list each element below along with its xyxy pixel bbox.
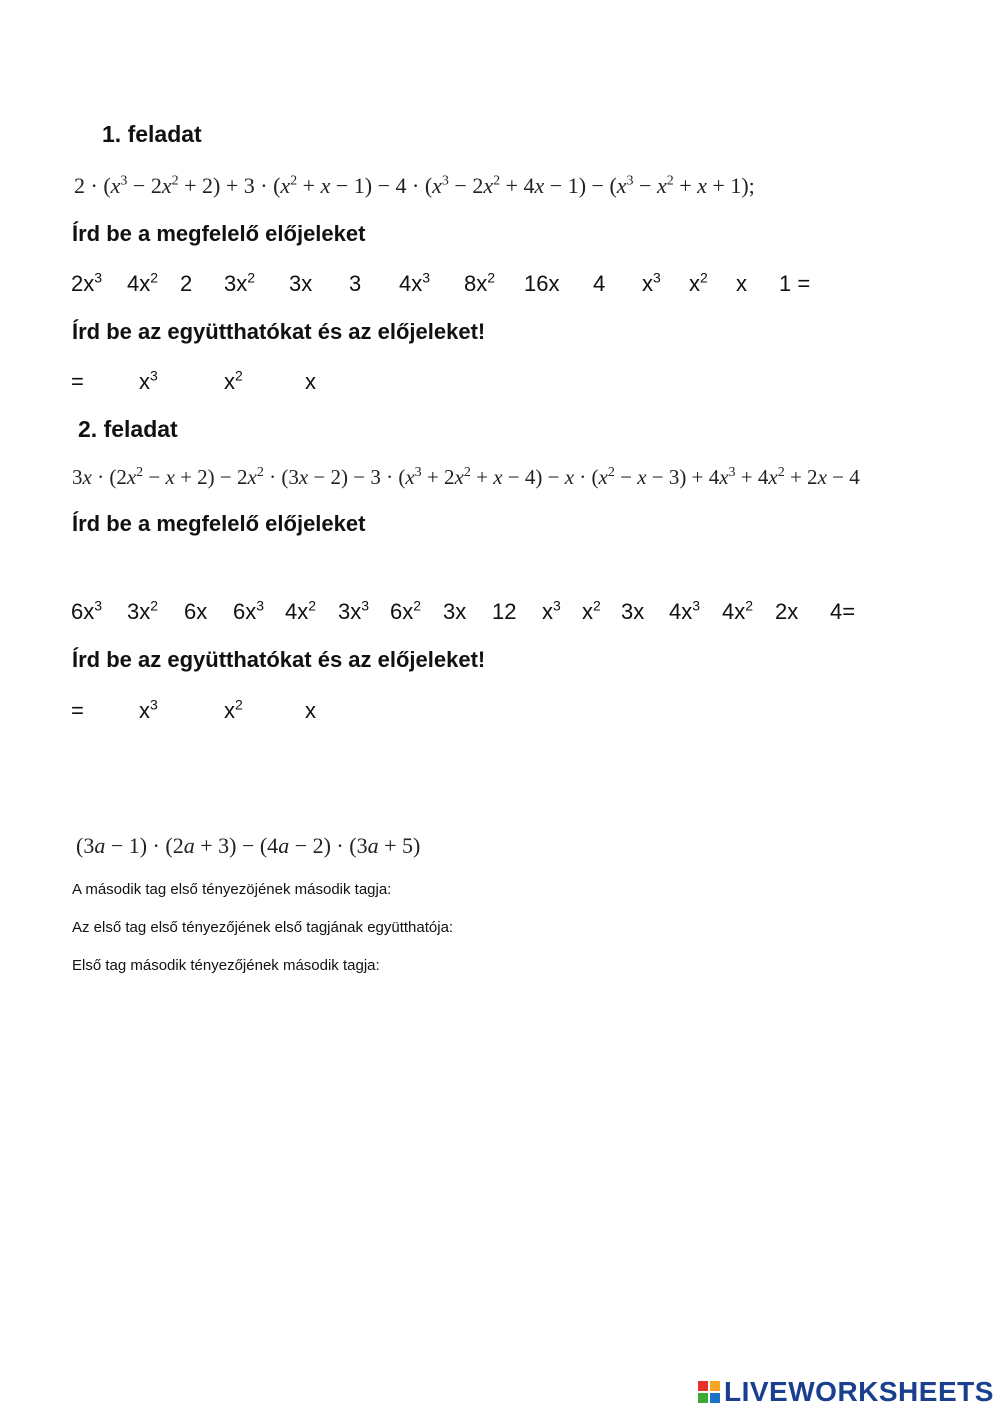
formula-part: 2 xyxy=(493,173,501,189)
formula-part: − xyxy=(143,465,166,489)
formula-part: + 2 xyxy=(421,465,455,489)
term xyxy=(621,599,644,625)
term-exponent: 3 xyxy=(150,696,158,713)
formula-part: · (2 xyxy=(91,465,127,489)
formula-part: x xyxy=(564,465,575,489)
term-exponent: 2 xyxy=(700,269,708,286)
formula-part: a xyxy=(367,833,379,858)
task1-instruction-signs: Írd be a megfelelő előjeleket xyxy=(72,221,366,246)
term-base: x xyxy=(689,271,700,296)
formula-part: − 1) − ( xyxy=(544,173,617,198)
term-base: 3x xyxy=(289,271,313,296)
term-base: 3x xyxy=(621,599,645,624)
formula-part: 3 xyxy=(120,173,128,189)
formula-part: x xyxy=(719,465,729,489)
term-base: 2 xyxy=(180,271,193,296)
term-base: 3x xyxy=(127,599,151,624)
term xyxy=(285,599,316,625)
term-base: 3 xyxy=(349,271,362,296)
term-base: 1 = xyxy=(779,271,811,296)
term-base: = xyxy=(71,369,84,394)
term-base: 4x xyxy=(285,599,309,624)
term xyxy=(524,271,559,297)
term xyxy=(390,599,421,625)
formula-part: x xyxy=(817,465,827,489)
formula-part: 2 xyxy=(666,173,674,189)
formula-part: x xyxy=(320,173,331,198)
term xyxy=(71,271,102,297)
term-exponent: 2 xyxy=(150,269,159,286)
term xyxy=(127,271,158,297)
task3-question-1: A második tag első tényezöjének második tagja: xyxy=(72,881,392,898)
term-base: 6x xyxy=(184,599,208,624)
task2-heading: 2. feladat xyxy=(78,416,178,442)
term-base: x xyxy=(139,698,150,723)
term xyxy=(184,599,207,625)
term xyxy=(71,698,84,724)
term xyxy=(224,369,243,395)
term-base: x xyxy=(139,369,150,394)
term xyxy=(830,599,855,625)
term-base: 4= xyxy=(830,599,856,624)
logo-square xyxy=(698,1381,708,1391)
term-base: x xyxy=(224,369,235,394)
formula-part: 2 xyxy=(256,465,264,480)
formula-part: · (3 xyxy=(263,465,299,489)
formula-part: x xyxy=(82,465,92,489)
term xyxy=(180,271,192,297)
term-base: 4x xyxy=(722,599,746,624)
task3-formula xyxy=(76,833,420,859)
term xyxy=(224,271,255,297)
term xyxy=(593,271,605,297)
formula-part: − 3) + 4 xyxy=(646,465,720,489)
term xyxy=(736,271,747,297)
formula-part: x xyxy=(637,465,647,489)
formula-part: 2 · ( xyxy=(74,173,111,198)
formula-part: + 2) + 3 · ( xyxy=(178,173,281,198)
term-base: 4x xyxy=(127,271,151,296)
formula-part: a xyxy=(278,833,290,858)
task1-instruction-coeffs: Írd be az együtthatókat és az előjeleket! xyxy=(72,319,486,344)
task1-formula xyxy=(74,173,755,199)
term xyxy=(305,369,316,395)
term-base: x xyxy=(582,599,593,624)
formula-part: x xyxy=(126,465,137,489)
term-exponent: 2 xyxy=(593,597,601,614)
formula-part: 2 xyxy=(171,173,179,189)
term-base: = xyxy=(71,698,84,723)
formula-part: x xyxy=(616,173,627,198)
task1-heading: 1. feladat xyxy=(102,121,202,147)
formula-part: 2 xyxy=(463,465,471,480)
formula-part: x xyxy=(454,465,464,489)
formula-part: − 2) · (3 xyxy=(289,833,368,858)
term xyxy=(542,599,561,625)
term-exponent: 2 xyxy=(235,696,243,713)
liveworksheets-logo[interactable] xyxy=(698,1376,994,1408)
term xyxy=(722,599,753,625)
formula-part: x xyxy=(768,465,778,489)
formula-part: − xyxy=(633,173,657,198)
formula-part: 2 xyxy=(777,465,785,480)
formula-part: x xyxy=(483,173,494,198)
term xyxy=(669,599,700,625)
formula-part: x xyxy=(247,465,257,489)
logo-icon xyxy=(698,1381,720,1403)
formula-part: − 2 xyxy=(127,173,162,198)
formula-part: + xyxy=(470,465,494,489)
formula-part: x xyxy=(656,173,667,198)
term-base: 6x xyxy=(390,599,414,624)
term xyxy=(224,698,243,724)
formula-part: − 1) − 4 · ( xyxy=(330,173,433,198)
term-base: 6x xyxy=(233,599,257,624)
term xyxy=(289,271,312,297)
formula-part: x xyxy=(405,465,415,489)
formula-part: (3 xyxy=(76,833,95,858)
formula-part: 3 xyxy=(441,173,449,189)
term-base: 6x xyxy=(71,599,95,624)
term-base: 4 xyxy=(593,271,606,296)
term-exponent: 2 xyxy=(235,367,243,384)
formula-part: − 2) − 3 · ( xyxy=(308,465,406,489)
term xyxy=(139,369,158,395)
term xyxy=(139,698,158,724)
formula-part: a xyxy=(183,833,195,858)
formula-part: x xyxy=(110,173,121,198)
formula-part: − 2 xyxy=(448,173,484,198)
term-exponent: 3 xyxy=(94,269,103,286)
term-exponent: 3 xyxy=(422,269,431,286)
term-exponent: 3 xyxy=(361,597,370,614)
formula-part: + 1); xyxy=(706,173,755,198)
term-base: 2x xyxy=(71,271,95,296)
term xyxy=(233,599,264,625)
term xyxy=(775,599,798,625)
formula-part: 3 xyxy=(414,465,422,480)
formula-part: − 1) · (2 xyxy=(105,833,184,858)
term-exponent: 3 xyxy=(94,597,103,614)
term-base: x xyxy=(305,369,316,394)
term xyxy=(399,271,430,297)
formula-part: − 4) − xyxy=(502,465,565,489)
term xyxy=(338,599,369,625)
term-exponent: 3 xyxy=(692,597,701,614)
logo-square xyxy=(710,1381,720,1391)
term-base: 3x xyxy=(443,599,467,624)
term-exponent: 3 xyxy=(256,597,265,614)
term-base: x xyxy=(224,698,235,723)
formula-part: 3 xyxy=(728,465,736,480)
term-exponent: 2 xyxy=(487,269,496,286)
term xyxy=(71,369,84,395)
term-base: 4x xyxy=(399,271,423,296)
term-exponent: 3 xyxy=(150,367,158,384)
formula-part: x xyxy=(165,465,175,489)
formula-part: x xyxy=(534,173,545,198)
formula-part: x xyxy=(280,173,291,198)
formula-part: + 5) xyxy=(378,833,421,858)
task3-question-3: Első tag második tényezőjének második tagja: xyxy=(72,957,380,974)
term-base: 3x xyxy=(224,271,248,296)
term-base: x xyxy=(736,271,747,296)
formula-part: − xyxy=(614,465,638,489)
logo-square xyxy=(698,1393,708,1403)
formula-part: + 4 xyxy=(735,465,769,489)
formula-part: + 4 xyxy=(500,173,535,198)
term-exponent: 2 xyxy=(308,597,317,614)
formula-part: 3 xyxy=(626,173,634,189)
term-exponent: 3 xyxy=(553,597,561,614)
formula-part: x xyxy=(598,465,608,489)
formula-part: 2 xyxy=(136,465,144,480)
term xyxy=(492,599,516,625)
term-base: 16x xyxy=(524,271,560,296)
formula-part: x xyxy=(298,465,309,489)
term xyxy=(71,599,102,625)
term-exponent: 2 xyxy=(413,597,422,614)
logo-text: LIVEWORKSHEETS xyxy=(724,1376,994,1407)
logo-square xyxy=(710,1393,720,1403)
formula-part: 3 xyxy=(72,465,83,489)
formula-part: 2 xyxy=(607,465,615,480)
formula-part: a xyxy=(94,833,106,858)
term xyxy=(127,599,158,625)
formula-part: x xyxy=(161,173,172,198)
term-base: x xyxy=(642,271,653,296)
term xyxy=(305,698,316,724)
formula-part: + 3) − (4 xyxy=(194,833,279,858)
formula-part: − 4 xyxy=(826,465,860,489)
formula-part: + xyxy=(673,173,698,198)
term xyxy=(443,599,466,625)
term-exponent: 2 xyxy=(150,597,159,614)
formula-part: x xyxy=(697,173,707,198)
term-base: 3x xyxy=(338,599,362,624)
term xyxy=(582,599,601,625)
term-base: 2x xyxy=(775,599,799,624)
task2-instruction-coeffs: Írd be az együtthatókat és az előjeleket! xyxy=(72,647,486,672)
formula-part: · ( xyxy=(574,465,599,489)
term-exponent: 2 xyxy=(247,269,256,286)
formula-part: + 2) − 2 xyxy=(174,465,248,489)
term xyxy=(464,271,495,297)
term-base: x xyxy=(305,698,316,723)
term xyxy=(779,271,810,297)
task3-question-2: Az első tag első tényezőjének első tagjának együtthatója: xyxy=(72,919,454,936)
term-base: 12 xyxy=(492,599,517,624)
formula-part: + xyxy=(297,173,321,198)
formula-part: x xyxy=(432,173,442,198)
formula-part: 2 xyxy=(290,173,298,189)
term-base: 4x xyxy=(669,599,693,624)
term xyxy=(689,271,708,297)
task2-formula xyxy=(72,465,860,490)
term-exponent: 2 xyxy=(745,597,754,614)
term xyxy=(349,271,361,297)
term-exponent: 3 xyxy=(653,269,661,286)
formula-part: x xyxy=(493,465,503,489)
term xyxy=(642,271,661,297)
term-base: 8x xyxy=(464,271,488,296)
formula-part: + 2 xyxy=(784,465,818,489)
task2-instruction-signs: Írd be a megfelelő előjeleket xyxy=(72,511,366,536)
term-base: x xyxy=(542,599,553,624)
